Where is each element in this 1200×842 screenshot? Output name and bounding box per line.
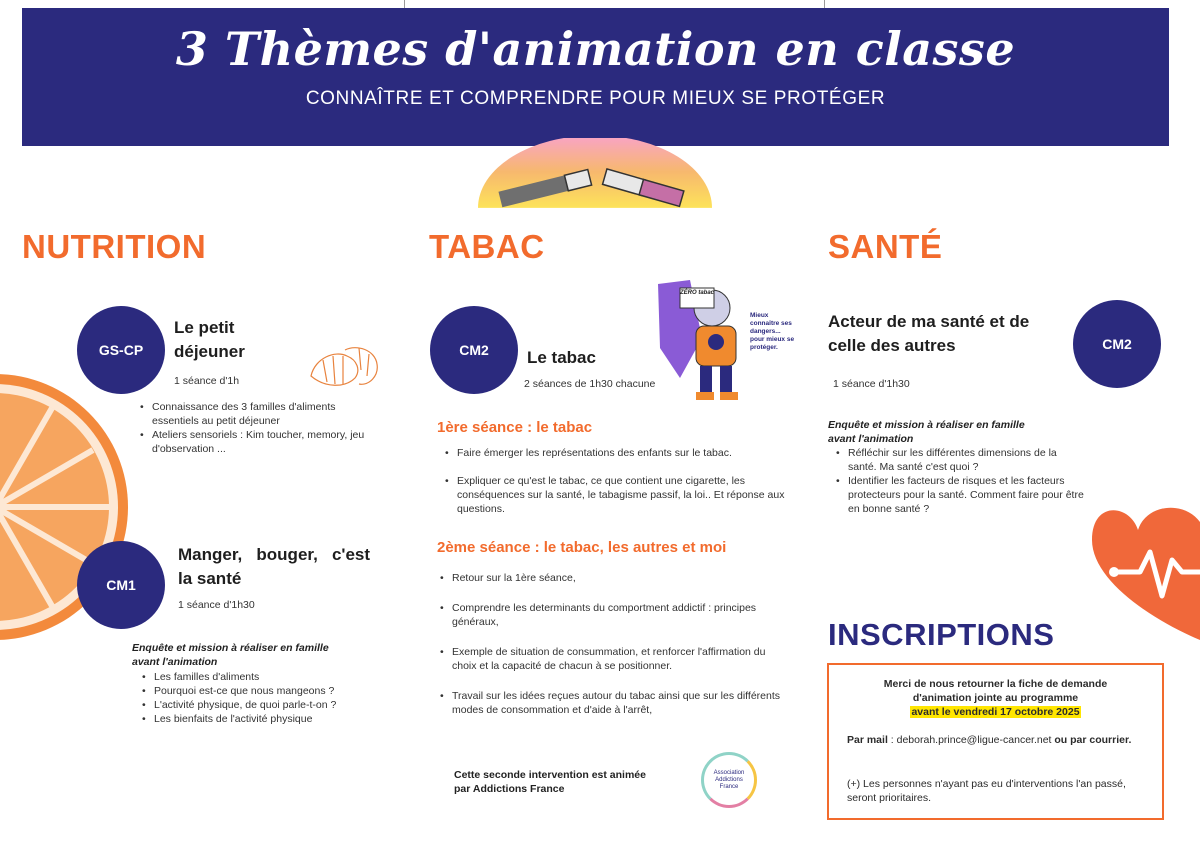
sante-list [836,446,1086,516]
inscriptions-note: (+) Les personnes n'ayant pas eu d'interventions l'an passé, seront prioritaires. [847,778,1126,804]
level-badge-gs-cp: GS-CP [77,306,165,394]
inscriptions-title: INSCRIPTIONS [828,617,1055,652]
partner-note [454,768,646,796]
list-item: • Retour sur la 1ère séance, [440,571,788,585]
title-line: Manger, bouger, c'est [178,545,371,564]
page-subtitle: CONNAÎTRE ET COMPRENDRE POUR MIEUX SE PROTÉGER [305,88,886,109]
level-badge-cm2: CM2 [430,306,518,394]
sante-title: SANTÉ [828,228,943,265]
logo-line: Association [713,769,745,776]
list-item: • Expliquer ce qu'est le tabac, ce que contient une cigarette, les conséquences sur la santé, le tabagisme passif, la loi.. Et réponse aux questions. [445,474,790,516]
session1-list [445,446,790,525]
title-line: la santé [178,569,242,588]
nutrition-block2-duration: 1 séance d'1h30 [178,599,255,611]
mascot-badge: Mieux connaître ses dangers... pour mieux se protéger. [750,312,795,351]
session2-title: 2ème séance : le tabac, les autres et moi [437,539,727,556]
nutrition-block1-duration: 1 séance d'1h [174,375,240,387]
croissant-icon [305,340,381,398]
level-badge-cm2-sante: CM2 [1073,300,1161,388]
mail-label: Par mail [847,734,888,746]
top-divider [824,0,825,8]
mission-line: Enquête et mission à réaliser en famille [132,642,329,654]
sante-duration: 1 séance d'1h30 [833,378,910,390]
list-item: • Les bienfaits de l'activité physique [142,712,402,726]
intro-line: d'animation jointe au programme [912,692,1079,704]
level-badge-cm1: CM1 [77,541,165,629]
broken-cigarette-illustration [470,138,720,218]
mascot-sign: ZÉRO tabac [680,290,715,296]
list-item: • Travail sur les idées reçues autour du tabac ainsi que sur les différents modes de consommation et d'aide à l'arrêt, [440,689,788,717]
intro-line: Merci de nous retourner la fiche de demande [883,678,1108,690]
list-item: • Exemple de situation de consummation, et renforcer l'affirmation du choix et la capacité de chacun à se positionner. [440,645,788,673]
tabac-heading: Le tabac [527,348,596,367]
list-item: • L'activité physique, de quoi parle-t-on ? [142,698,402,712]
inscriptions-intro [829,677,1162,719]
inscriptions-mail [847,733,1147,747]
nutrition-block2-list [142,670,402,726]
list-item: • Les familles d'aliments [142,670,402,684]
tabac-title: TABAC [429,228,545,265]
mission-line: avant l'animation [828,433,914,445]
mail-address-link[interactable]: deborah.prince@ligue-cancer.net [896,734,1052,746]
list-item: • Faire émerger les représentations des enfants sur le tabac. [445,446,790,460]
addictions-france-logo [701,752,757,808]
deadline-highlight: avant le vendredi 17 octobre 2025 [911,706,1080,718]
title-line: Le petit [174,318,235,337]
partner-note-line: par Addictions France [454,783,565,795]
mission-line: avant l'animation [132,656,218,668]
nutrition-block1-list [140,400,380,456]
heart-heartbeat-icon [1092,500,1200,640]
tabac-duration: 2 séances de 1h30 chacune [524,378,656,390]
list-item: • Pourquoi est-ce que nous mangeons ? [142,684,402,698]
session2-list [440,571,788,726]
header-banner [22,8,1169,146]
list-item: • Comprendre les determinants du comportment addictif : principes généraux, [440,601,788,629]
mail-or-courrier: ou par courrier. [1051,734,1132,746]
page-title: 3 Thèmes d'animation en classe [175,22,1016,76]
top-divider [404,0,405,8]
nutrition-block1-title [174,316,245,364]
list-item: • Identifier les facteurs de risques et les facteurs protecteurs pour la santé. Comment faire pour être en bonne santé ? [836,474,1086,516]
mission-line: Enquête et mission à réaliser en famille [828,419,1025,431]
nutrition-title: NUTRITION [22,228,207,265]
zero-tabac-mascot [650,278,800,408]
mail-separator: : [887,734,897,746]
logo-line: Addictions [715,776,743,783]
sante-mission-note [828,418,1025,446]
title-line: déjeuner [174,342,245,361]
list-item: • Connaissance des 3 familles d'aliments essentiels au petit déjeuner [140,400,380,428]
title-line: celle des autres [828,336,956,355]
inscriptions-box [827,663,1164,820]
list-item: • Ateliers sensoriels : Kim toucher, memory, jeu d'observation ... [140,428,380,456]
nutrition-block2-title [178,543,388,591]
session1-title: 1ère séance : le tabac [437,419,593,436]
nutrition-mission-note [132,641,329,669]
partner-note-line: Cette seconde intervention est animée [454,769,646,781]
title-line: Acteur de ma santé et de [828,312,1030,331]
sante-block-title [828,310,1029,358]
logo-line: France [719,783,739,790]
list-item: • Réfléchir sur les différentes dimensions de la santé. Ma santé c'est quoi ? [836,446,1086,474]
